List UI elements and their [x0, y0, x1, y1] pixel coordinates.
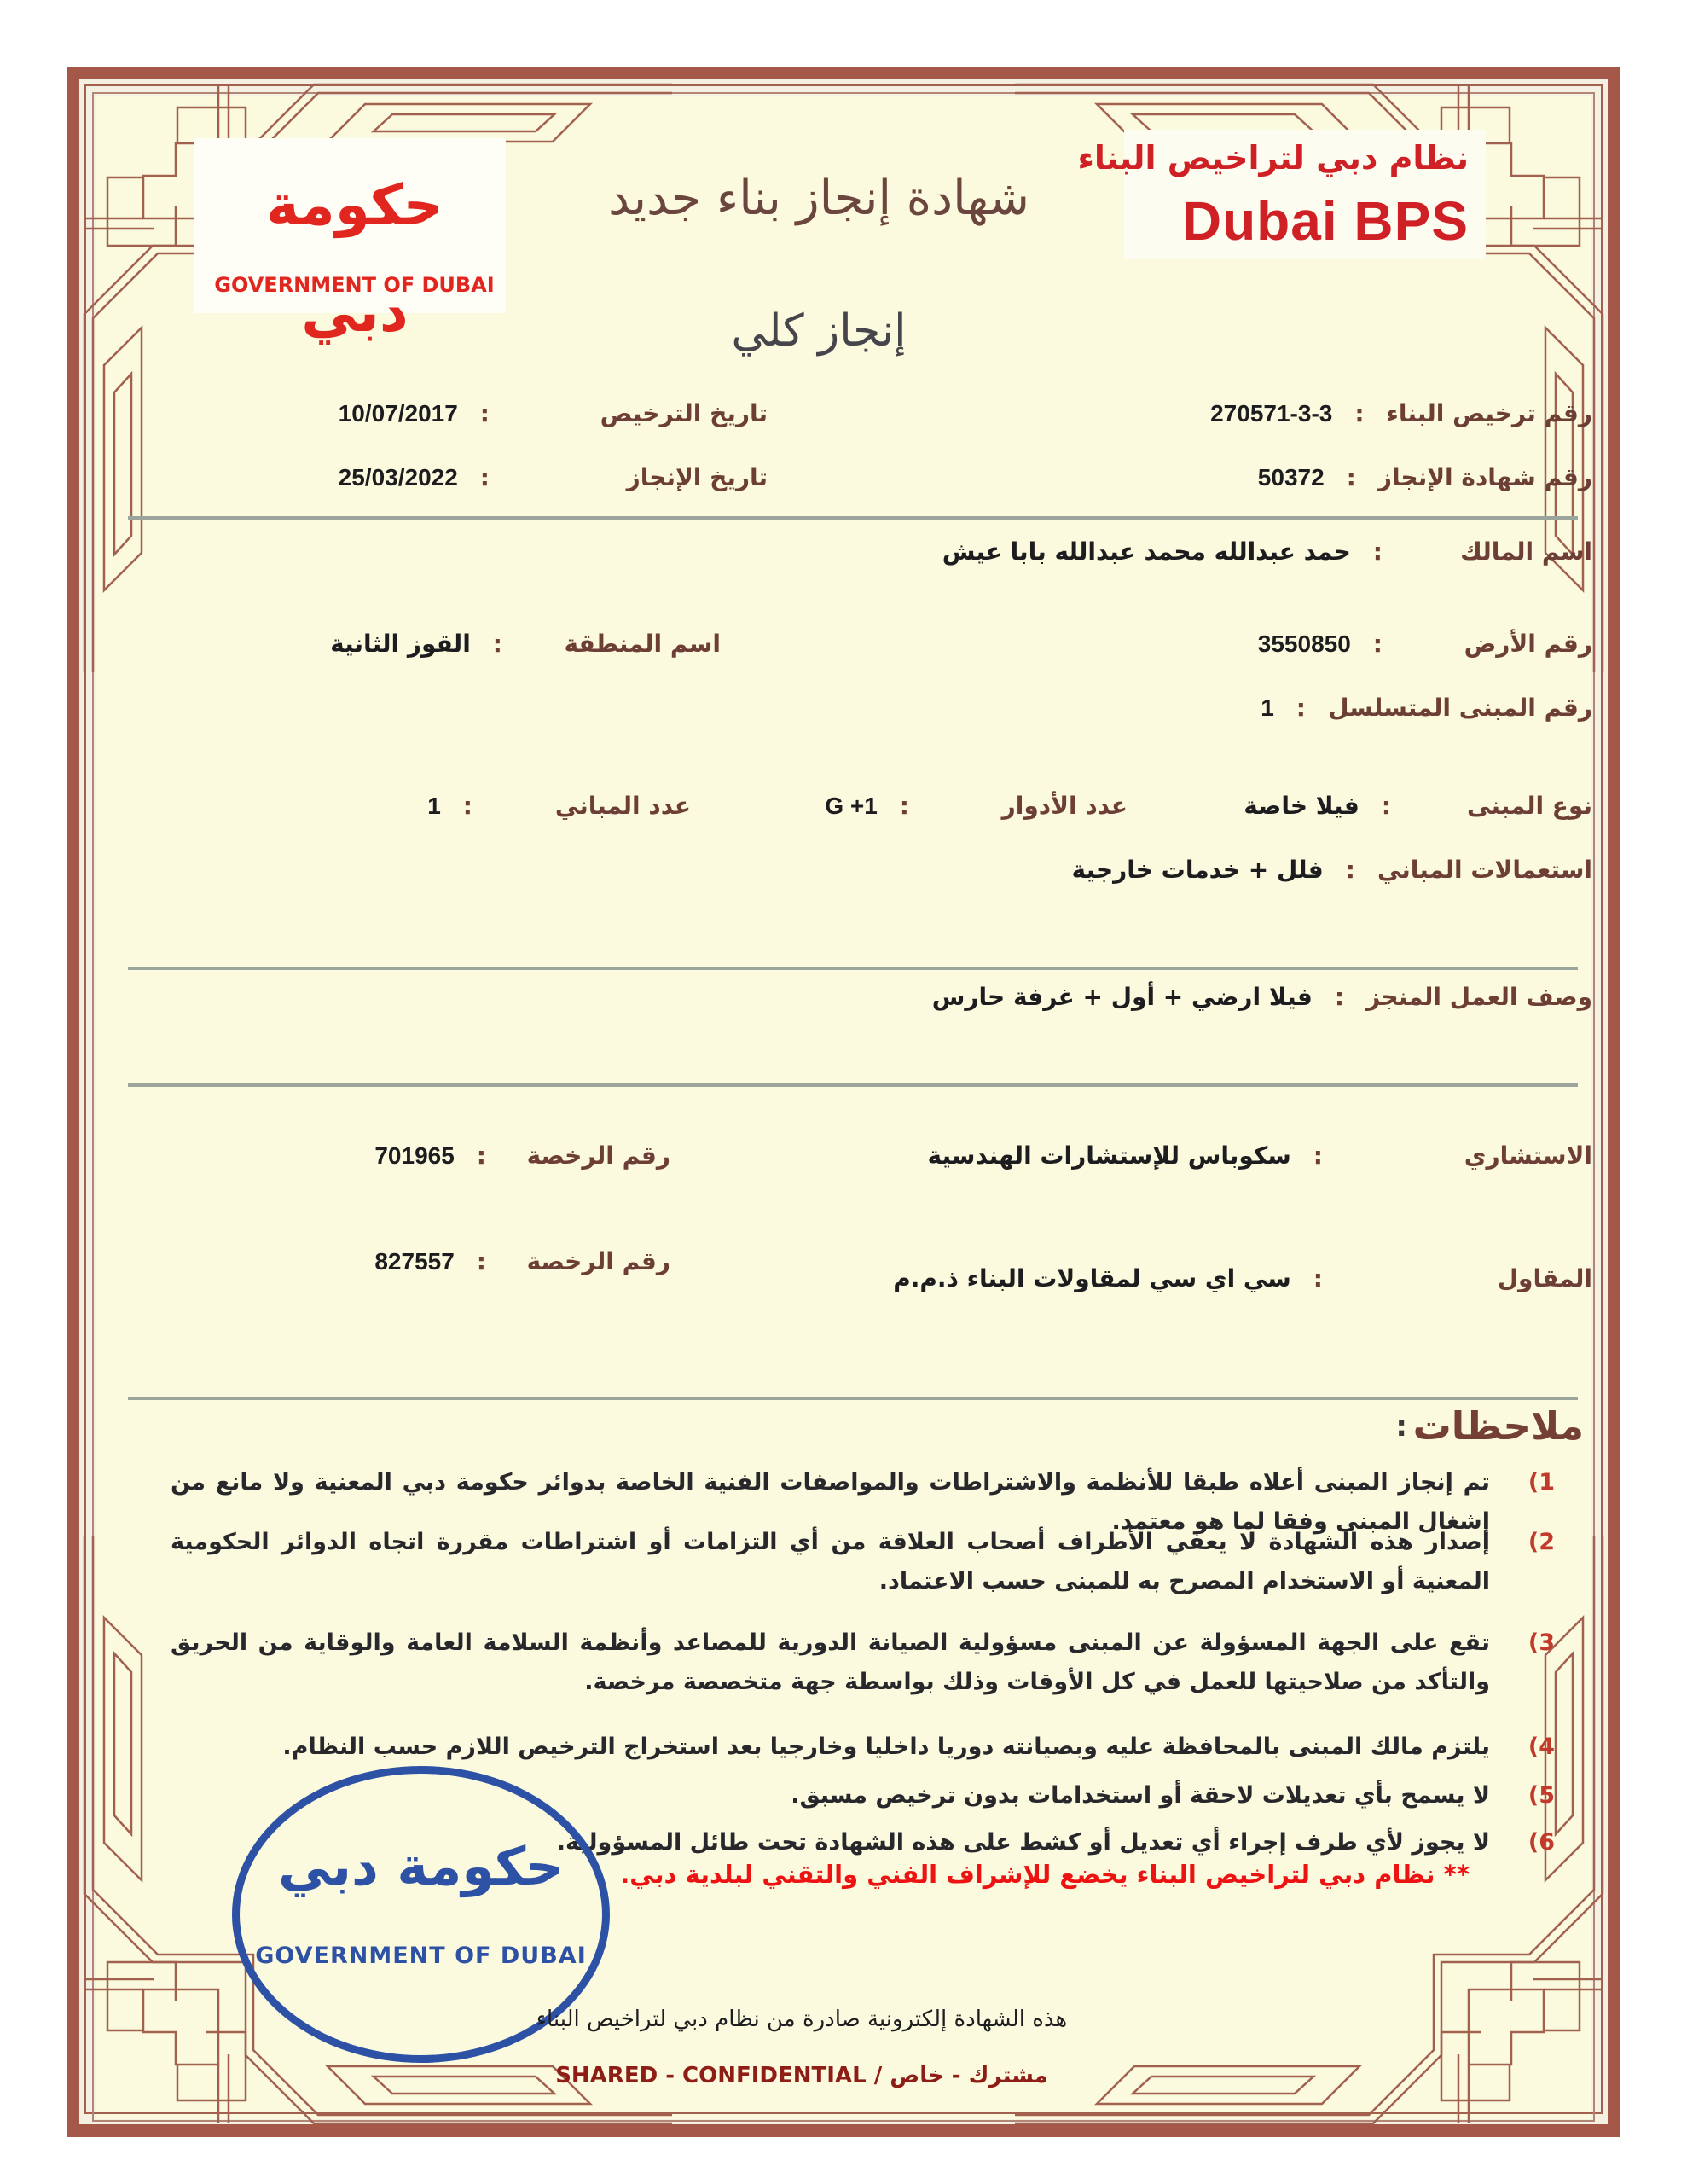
- cert-no-label: رقم شهادة الإنجاز: [1377, 463, 1592, 491]
- field-contractor: [0, 1264, 1592, 1292]
- owner-name-label: اسم المالك: [1460, 537, 1592, 566]
- note-text: يلتزم مالك المبنى بالمحافظة عليه وبصيانته دوريا داخليا وخارجيا بعد استخراج الترخيص اللازم حسب النظام.: [282, 1734, 1490, 1760]
- buildings-count-label: عدد المباني: [554, 792, 691, 820]
- buildings-count-value: 1: [427, 793, 441, 819]
- floors-value: G +1: [825, 793, 878, 819]
- area-name-label: اسم المنطقة: [564, 630, 721, 658]
- colon: :: [476, 1247, 486, 1275]
- row-consultant: [0, 1141, 1687, 1181]
- work-desc-value: فيلا ارضي + أول + غرفة حارس: [931, 983, 1313, 1011]
- colon: :: [1381, 792, 1391, 820]
- note-text: لا يجوز لأي طرف إجراء أي تعديل أو كشط على هذه الشهادة تحت طائل المسؤولية.: [556, 1829, 1490, 1856]
- row-work-desc: [0, 983, 1687, 1022]
- colon: :: [476, 1141, 486, 1170]
- plot-no-value: 3550850: [1257, 630, 1351, 657]
- cert-no-value: 50372: [1257, 464, 1325, 491]
- field-plot-no: [1258, 630, 1592, 658]
- permit-no-value: 270571-3-3: [1210, 400, 1333, 427]
- note-number: 6): [1528, 1829, 1555, 1856]
- field-building-serial: [1261, 694, 1592, 722]
- completion-date-label: تاريخ الإنجاز: [626, 463, 768, 491]
- colon: :: [1313, 1264, 1323, 1292]
- row-owner: [0, 537, 1687, 577]
- separator: [128, 1397, 1578, 1400]
- supervision-footnote: ** نظام دبي لتراخيص البناء يخضع للإشراف الفني والتقني لبلدية دبي.: [620, 1860, 1470, 1889]
- separator: [128, 1083, 1578, 1087]
- field-completion-date: [339, 463, 768, 491]
- permit-date-label: تاريخ الترخيص: [600, 399, 768, 427]
- building-usage-label: استعمالات المباني: [1377, 856, 1592, 884]
- stamp-text: GOVERNMENT OF DUBAI: [255, 1943, 587, 1969]
- floors-label: عدد الأدوار: [1001, 792, 1128, 820]
- building-serial-value: 1: [1261, 694, 1274, 721]
- dubai-bps-logo-text: Dubai BPS: [1181, 190, 1469, 252]
- permit-no-label: رقم ترخيص البناء: [1386, 399, 1592, 427]
- contractor-value: سي اي سي لمقاولات البناء ذ.م.م: [893, 1264, 1291, 1292]
- colon: :: [1354, 399, 1365, 427]
- row-plot: [0, 630, 1687, 669]
- field-permit-no: [1210, 399, 1592, 427]
- field-area-name: [330, 630, 721, 658]
- building-serial-label: رقم المبنى المتسلسل: [1328, 694, 1592, 722]
- note-text: تقع على الجهة المسؤولة عن المبنى مسؤولية الصيانة الدورية للمصاعد وأنظمة السلامة العامة والوقاية من الحريق والتأكد من صلاحيتها للعمل في كل الأوقات وذلك بواسطة جهة متخصصة مرخصة.: [171, 1629, 1490, 1696]
- government-of-dubai-calligraphy-logo: حكومة دبي: [265, 172, 444, 346]
- note-item-3: [171, 1623, 1555, 1703]
- plot-no-label: رقم الأرض: [1464, 630, 1592, 658]
- field-owner-name: [942, 537, 1592, 566]
- building-usage-value: فلل + خدمات خارجية: [1071, 856, 1324, 884]
- note-text: لا يسمح بأي تعديلات لاحقة أو استخدامات بدون ترخيص مسبق.: [791, 1782, 1490, 1809]
- note-item-4: [171, 1728, 1555, 1767]
- field-consultant: [928, 1141, 1592, 1170]
- note-number: 5): [1528, 1782, 1555, 1809]
- field-work-desc: [932, 983, 1592, 1011]
- contractor-license-label: رقم الرخصة: [526, 1247, 670, 1275]
- field-contractor-license: [374, 1247, 670, 1275]
- field-cert-no: [1258, 463, 1592, 491]
- electronic-certificate-note: هذه الشهادة إلكترونية صادرة من نظام دبي لتراخيص البناء: [536, 2007, 1068, 2032]
- field-building-usage: [1072, 856, 1592, 884]
- building-type-label: نوع المبنى: [1466, 792, 1592, 820]
- contractor-label: المقاول: [1497, 1264, 1592, 1292]
- area-name-value: القوز الثانية: [330, 630, 471, 658]
- dubai-bps-arabic-name: نظام دبي لتراخيص البناء: [1077, 139, 1469, 177]
- colon: :: [1296, 694, 1306, 722]
- permit-date-value: 10/07/2017: [338, 400, 458, 427]
- note-number: 4): [1528, 1734, 1555, 1760]
- colon: :: [1372, 537, 1383, 566]
- colon: :: [479, 399, 490, 427]
- row-building-type: [0, 792, 1687, 831]
- colon: :: [1346, 463, 1356, 491]
- colon: :: [479, 463, 490, 491]
- colon: :: [899, 792, 909, 820]
- colon: :: [1345, 856, 1355, 884]
- building-type-value: فيلا خاصة: [1244, 792, 1359, 820]
- government-of-dubai-logo-text: GOVERNMENT OF DUBAI: [214, 273, 495, 297]
- note-text: تم إنجاز المبنى أعلاه طبقا للأنظمة والاشتراطات والمواصفات الفنية الخاصة بدوائر حكومة دبي المعنية ولا مانع من إشغال المبنى وفقا لما هو معتمد.: [171, 1469, 1490, 1536]
- colon: :: [492, 630, 502, 658]
- consultant-license-value: 701965: [374, 1142, 455, 1169]
- completion-date-value: 25/03/2022: [338, 464, 458, 491]
- work-desc-label: وصف العمل المنجز: [1366, 983, 1592, 1011]
- row-building-serial: [0, 694, 1687, 733]
- confidentiality-label: مشترك - خاص / SHARED - CONFIDENTIAL: [555, 2063, 1048, 2088]
- owner-name-value: حمد عبدالله محمد عبدالله بابا عيش: [942, 537, 1351, 566]
- colon: :: [1395, 1409, 1407, 1443]
- note-text: إصدار هذه الشهادة لا يعفي الأطراف أصحاب العلاقة من أي التزامات أو اشتراطات مقررة اتجاه الدوائر الحكومية المعنية أو الاستخدام المصرح به للمبنى حسب الاعتماد.: [171, 1529, 1490, 1595]
- row-certificate: [0, 463, 1687, 502]
- certificate-subtitle: إنجاز كلي: [731, 305, 907, 357]
- row-permit: [0, 399, 1687, 439]
- note-number: 2): [1528, 1529, 1555, 1555]
- colon: :: [1372, 630, 1383, 658]
- field-consultant-license: [374, 1141, 670, 1170]
- note-number: 1): [1528, 1469, 1555, 1496]
- note-number: 3): [1528, 1629, 1555, 1656]
- separator: [128, 516, 1578, 520]
- field-permit-date: [339, 399, 768, 427]
- certificate-title: شهادة إنجاز بناء جديد: [608, 171, 1029, 226]
- note-item-2: [171, 1523, 1555, 1602]
- separator: [128, 967, 1578, 970]
- field-floors: [825, 792, 1128, 820]
- consultant-license-label: رقم الرخصة: [526, 1141, 670, 1170]
- notes-section-title: ملاحظات: [1412, 1403, 1584, 1449]
- row-contractor: [0, 1247, 1687, 1292]
- colon: :: [1334, 983, 1345, 1011]
- field-building-type: [1244, 792, 1592, 820]
- colon: :: [462, 792, 472, 820]
- contractor-license-value: 827557: [374, 1248, 455, 1275]
- stamp-calligraphy: حكومة دبي: [277, 1835, 564, 1897]
- consultant-value: سكوباس للإستشارات الهندسية: [927, 1141, 1291, 1170]
- consultant-label: الاستشاري: [1464, 1141, 1592, 1170]
- colon: :: [1313, 1141, 1323, 1170]
- row-building-usage: [0, 856, 1687, 895]
- field-buildings-count: [427, 792, 691, 820]
